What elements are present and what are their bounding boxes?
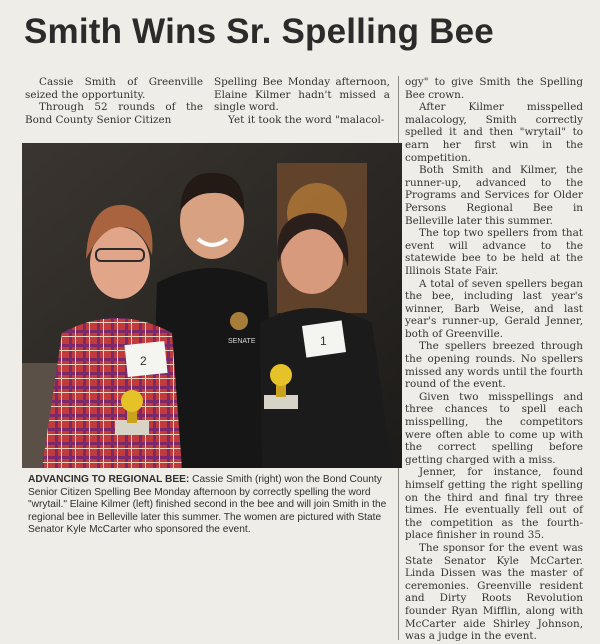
paragraph: A total of seven spellers began the bee, including last year's winner, Barb Weise, and last year's runner-up, Gerald Jenner, both of Greenville. <box>405 277 583 340</box>
paragraph: The spellers breezed through the opening rounds. No spellers missed any words until the fourth round of the event. <box>405 340 583 391</box>
paragraph: Through 52 rounds of the Bond County Senior Citizen <box>25 101 203 126</box>
paragraph: ogy" to give Smith the Spelling Bee crown. <box>405 76 583 101</box>
photo-caption <box>28 474 398 537</box>
news-photo <box>22 143 402 468</box>
caption-body: Cassie Smith (right) won the Bond County Senior Citizen Spelling Bee Monday afternoon by correctly spelling the word "wrytail." Elaine Kilmer (left) finished second in the bee and will join Smith in the regional bee in Belleville later this summer. The women are pictured with State Senator Kyle McCarter who sponsored the event. <box>28 474 387 536</box>
headline: Smith Wins Sr. Spelling Bee <box>24 12 494 51</box>
left-woman-shirt <box>42 318 182 468</box>
caption-lead: ADVANCING TO REGIONAL BEE: <box>28 474 190 485</box>
paragraph: Spelling Bee Monday afternoon, Elaine Kilmer hadn't missed a single word. <box>214 76 390 114</box>
paragraph: Cassie Smith of Greenville seized the opportunity. <box>25 76 203 101</box>
paragraph: Yet it took the word "malacol- <box>228 113 385 126</box>
paragraph: The sponsor for the event was State Senator Kyle McCarter. Linda Dissen was the master of ceremonies. Greenville resident and Dirty Roots Revolution founder Ryan Mifflin, along with McCarter aide Shirley Johnson, was a judge in the event. <box>405 541 583 643</box>
shirt-logo-text: SENATE <box>228 338 256 345</box>
article-column-1 <box>25 76 203 126</box>
article-column-2 <box>214 76 390 126</box>
paragraph: Jenner, for instance, found himself getting the right spelling on the third and final try three times. He eventually fell out of the competition as the fourth-place finisher in round 35. <box>405 466 583 542</box>
shirt-logo-icon <box>230 312 248 330</box>
paragraph: Given two misspellings and three chances to spell each misspelling, the competitors were often able to come up with the correct spelling before getting charged with a miss. <box>405 390 583 466</box>
paragraph: The top two spellers from that event will advance to the statewide bee to be held at the Illinois State Fair. <box>405 227 583 277</box>
photo-illustration <box>22 143 402 468</box>
badge-number-right: 1 <box>320 334 327 348</box>
paragraph: Both Smith and Kilmer, the runner-up, advanced to the Programs and Services for Older Persons Regional Bee in Belleville later this summer. <box>405 164 583 227</box>
paragraph: After Kilmer misspelled malacology, Smith correctly spelled it and then "wrytail" to earn her first win in the competition. <box>405 101 583 164</box>
badge-number-left: 2 <box>140 354 147 368</box>
article-column-3 <box>405 76 583 643</box>
